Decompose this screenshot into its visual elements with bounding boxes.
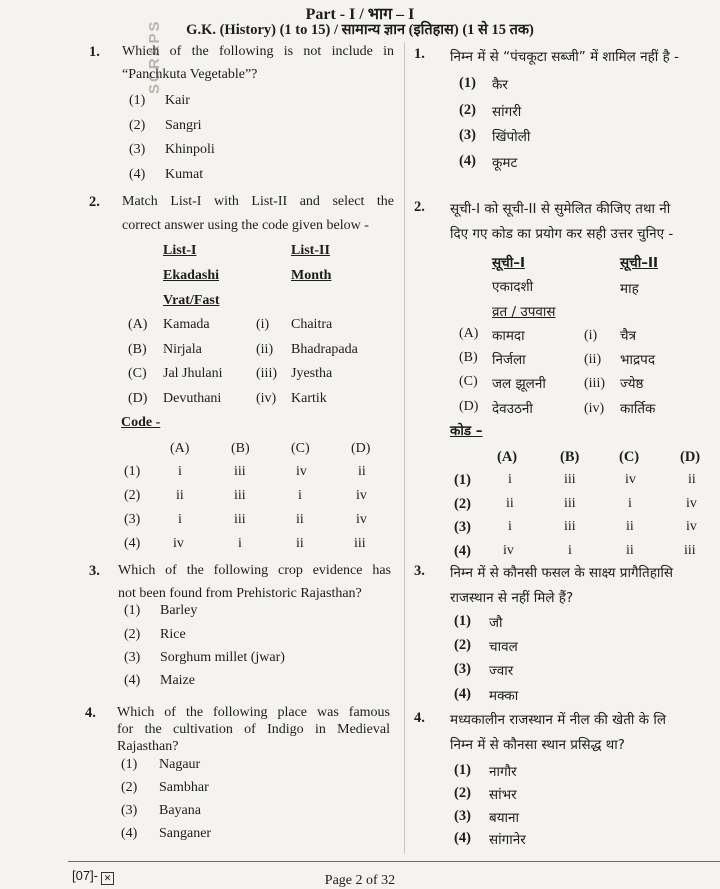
- code-value: i: [178, 464, 182, 479]
- match-label: (ii): [584, 352, 602, 367]
- option-text: Khinpoli: [165, 142, 215, 157]
- option-number: (2): [129, 118, 146, 133]
- question-text: सूची-I को सूची-II से सुमेलित कीजिए तथा नी: [450, 201, 671, 217]
- match-label: (D): [128, 391, 148, 406]
- code-value: iv: [686, 519, 697, 534]
- code-value: ii: [296, 536, 304, 551]
- option-text: Sorghum millet (jwar): [160, 650, 285, 665]
- part-heading: Part - I / भाग – I: [305, 6, 415, 23]
- code-value: iii: [564, 519, 576, 534]
- question-text: दिए गए कोड का प्रयोग कर सही उत्तर चुनिए -: [450, 226, 674, 242]
- code-row-number: (1): [124, 464, 141, 479]
- match-item: Bhadrapada: [291, 342, 358, 357]
- code-value: ii: [688, 472, 696, 487]
- match-item: Devuthani: [163, 391, 222, 406]
- code-value: ii: [176, 488, 184, 503]
- code-value: i: [628, 496, 632, 511]
- question-number: 2.: [89, 194, 100, 210]
- match-item: भाद्रपद: [620, 352, 655, 368]
- code-value: iii: [234, 488, 246, 503]
- option-text: कूमट: [492, 155, 518, 171]
- question-text: Which of the following is not include in: [122, 44, 394, 59]
- list-1-subheading: Ekadashi: [163, 268, 220, 283]
- code-row-number: (2): [454, 496, 471, 512]
- code-value: iv: [356, 512, 367, 527]
- option-number: (4): [454, 686, 471, 702]
- code-row-number: (3): [454, 519, 471, 535]
- match-label: (D): [459, 399, 479, 414]
- option-text: सांगानेर: [489, 832, 526, 848]
- code-value: i: [568, 543, 572, 558]
- code-label: कोड –: [450, 423, 483, 439]
- option-number: (4): [454, 830, 471, 846]
- option-text: Kair: [165, 93, 190, 108]
- question-text: निम्न में से “पंचकूटा सब्जी” में शामिल नहीं है -: [450, 49, 679, 65]
- option-text: कैर: [492, 77, 508, 93]
- option-text: Sangri: [165, 118, 202, 133]
- code-value: iv: [625, 472, 636, 487]
- code-row-number: (2): [124, 488, 141, 503]
- code-head: (B): [231, 441, 250, 456]
- match-item: जल झूलनी: [492, 376, 546, 392]
- question-text: Which of the following crop evidence has: [118, 563, 391, 578]
- code-value: iv: [356, 488, 367, 503]
- match-label: (iii): [584, 376, 605, 391]
- code-value: iii: [564, 472, 576, 487]
- option-number: (3): [121, 803, 138, 818]
- question-text: Which of the following place was famous: [117, 705, 390, 720]
- option-text: मक्का: [489, 688, 519, 704]
- match-item: ज्येष्ठ: [620, 376, 644, 392]
- option-number: (1): [459, 75, 476, 91]
- option-number: (2): [454, 637, 471, 653]
- code-value: i: [238, 536, 242, 551]
- question-text: राजस्थान से नहीं मिले हैं?: [450, 590, 574, 606]
- match-item: Kamada: [163, 317, 210, 332]
- code-value: ii: [626, 543, 634, 558]
- option-text: बयाना: [489, 810, 520, 826]
- code-value: i: [178, 512, 182, 527]
- question-text: “Panchkuta Vegetable”?: [122, 67, 258, 82]
- option-text: खिंपोली: [492, 129, 531, 145]
- question-text: for the cultivation of Indigo in Medieval: [117, 722, 390, 737]
- code-value: ii: [626, 519, 634, 534]
- question-text: निम्न में से कौनसा स्थान प्रसिद्ध था?: [450, 737, 625, 753]
- code-head: (C): [619, 449, 640, 465]
- code-row-number: (3): [124, 512, 141, 527]
- option-number: (3): [124, 650, 141, 665]
- option-number: (3): [129, 142, 146, 157]
- code-value: iv: [503, 543, 514, 558]
- list-2-heading: List-II: [291, 243, 330, 258]
- option-text: Maize: [160, 673, 195, 688]
- code-label: Code -: [121, 415, 161, 430]
- match-label: (C): [459, 374, 478, 389]
- question-text: Rajasthan?: [117, 739, 179, 754]
- option-number: (2): [121, 780, 138, 795]
- code-head: (D): [351, 441, 371, 456]
- match-item: Kartik: [291, 391, 327, 406]
- option-number: (3): [454, 808, 471, 824]
- list-1-subheading: एकादशी: [492, 279, 534, 295]
- code-value: ii: [506, 496, 514, 511]
- match-label: (A): [459, 326, 479, 341]
- option-text: Bayana: [159, 803, 201, 818]
- option-number: (1): [129, 93, 146, 108]
- option-text: Rice: [160, 627, 186, 642]
- match-label: (iv): [584, 401, 605, 416]
- option-text: Sanganer: [159, 826, 212, 841]
- option-number: (4): [121, 826, 138, 841]
- option-number: (3): [459, 127, 476, 143]
- option-text: चावल: [489, 639, 518, 655]
- code-head: (A): [170, 441, 190, 456]
- code-value: iii: [234, 512, 246, 527]
- section-heading: G.K. (History) (1 to 15) / सामान्य ज्ञान (इतिहास) (1 से 15 तक): [186, 22, 534, 38]
- faded-stamp: SCRAPS: [146, 19, 163, 94]
- code-value: i: [298, 488, 302, 503]
- match-item: Chaitra: [291, 317, 333, 332]
- match-item: Nirjala: [163, 342, 202, 357]
- match-item: Jal Jhulani: [163, 366, 223, 381]
- column-divider: [404, 42, 405, 854]
- match-item: निर्जला: [492, 352, 526, 368]
- option-text: नागौर: [489, 764, 517, 780]
- match-label: (B): [128, 342, 147, 357]
- code-value: iii: [354, 536, 366, 551]
- code-head: (D): [680, 449, 701, 465]
- option-number: (2): [454, 785, 471, 801]
- option-number: (1): [124, 603, 141, 618]
- option-text: जौ: [489, 615, 503, 631]
- match-label: (C): [128, 366, 147, 381]
- match-item: देवउठनी: [492, 401, 533, 417]
- option-number: (2): [124, 627, 141, 642]
- question-text: Match List-I with List-II and select the: [122, 194, 394, 209]
- option-text: Nagaur: [159, 757, 201, 772]
- match-item: कामदा: [492, 328, 525, 344]
- question-number: 4.: [85, 705, 96, 721]
- code-row-number: (4): [124, 536, 141, 551]
- code-value: iii: [234, 464, 246, 479]
- code-head: (C): [291, 441, 310, 456]
- footer-rule: [68, 861, 720, 862]
- code-value: ii: [296, 512, 304, 527]
- option-number: (1): [454, 762, 471, 778]
- option-number: (1): [121, 757, 138, 772]
- list-1-subheading: व्रत / उपवास: [492, 304, 556, 320]
- code-row-number: (1): [454, 472, 471, 488]
- option-number: (4): [129, 167, 146, 182]
- option-text: Kumat: [165, 167, 204, 182]
- list-2-subheading: माह: [620, 281, 639, 297]
- option-number: (3): [454, 661, 471, 677]
- code-value: ii: [358, 464, 366, 479]
- match-label: (iii): [256, 366, 277, 381]
- option-text: सांभर: [489, 787, 517, 803]
- code-value: iv: [173, 536, 184, 551]
- code-value: iv: [686, 496, 697, 511]
- list-1-heading: सूची–I: [492, 255, 525, 271]
- code-value: i: [508, 519, 512, 534]
- match-label: (i): [256, 317, 270, 332]
- match-item: चैत्र: [620, 328, 637, 344]
- option-text: सांगरी: [492, 104, 522, 120]
- option-number: (1): [454, 613, 471, 629]
- match-label: (i): [584, 328, 598, 343]
- list-1-subheading: Vrat/Fast: [163, 293, 220, 308]
- question-number: 4.: [414, 710, 425, 726]
- list-1-heading: List-I: [163, 243, 197, 258]
- code-value: iii: [564, 496, 576, 511]
- option-number: (2): [459, 102, 476, 118]
- option-number: (4): [459, 153, 476, 169]
- option-number: (4): [124, 673, 141, 688]
- page-number: Page 2 of 32: [324, 873, 396, 888]
- question-number: 3.: [89, 563, 100, 579]
- list-2-subheading: Month: [291, 268, 332, 283]
- match-label: (ii): [256, 342, 274, 357]
- list-2-heading: सूची–II: [620, 255, 658, 271]
- match-label: (B): [459, 350, 478, 365]
- match-label: (iv): [256, 391, 277, 406]
- option-text: ज्वार: [489, 663, 514, 679]
- code-head: (B): [560, 449, 580, 465]
- question-text: correct answer using the code given below -: [122, 218, 369, 233]
- code-value: i: [508, 472, 512, 487]
- option-text: Barley: [160, 603, 198, 618]
- code-value: iii: [684, 543, 696, 558]
- match-item: Jyestha: [291, 366, 333, 381]
- question-number: 3.: [414, 563, 425, 579]
- question-number: 2.: [414, 199, 425, 215]
- question-text: निम्न में से कौनसी फसल के साक्ष्य प्रागैतिहासि: [450, 565, 674, 581]
- question-number: 1.: [89, 44, 100, 60]
- question-number: 1.: [414, 46, 425, 62]
- option-text: Sambhar: [159, 780, 209, 795]
- paper-code-text: [07]-: [72, 868, 99, 883]
- crossed-box-icon: ✕: [101, 872, 114, 885]
- code-row-number: (4): [454, 543, 471, 559]
- match-label: (A): [128, 317, 148, 332]
- match-item: कार्तिक: [620, 401, 656, 417]
- question-text: मध्यकालीन राजस्थान में नील की खेती के लि: [450, 712, 666, 728]
- question-text: not been found from Prehistoric Rajasthan?: [118, 586, 362, 601]
- code-value: iv: [296, 464, 307, 479]
- code-head: (A): [497, 449, 518, 465]
